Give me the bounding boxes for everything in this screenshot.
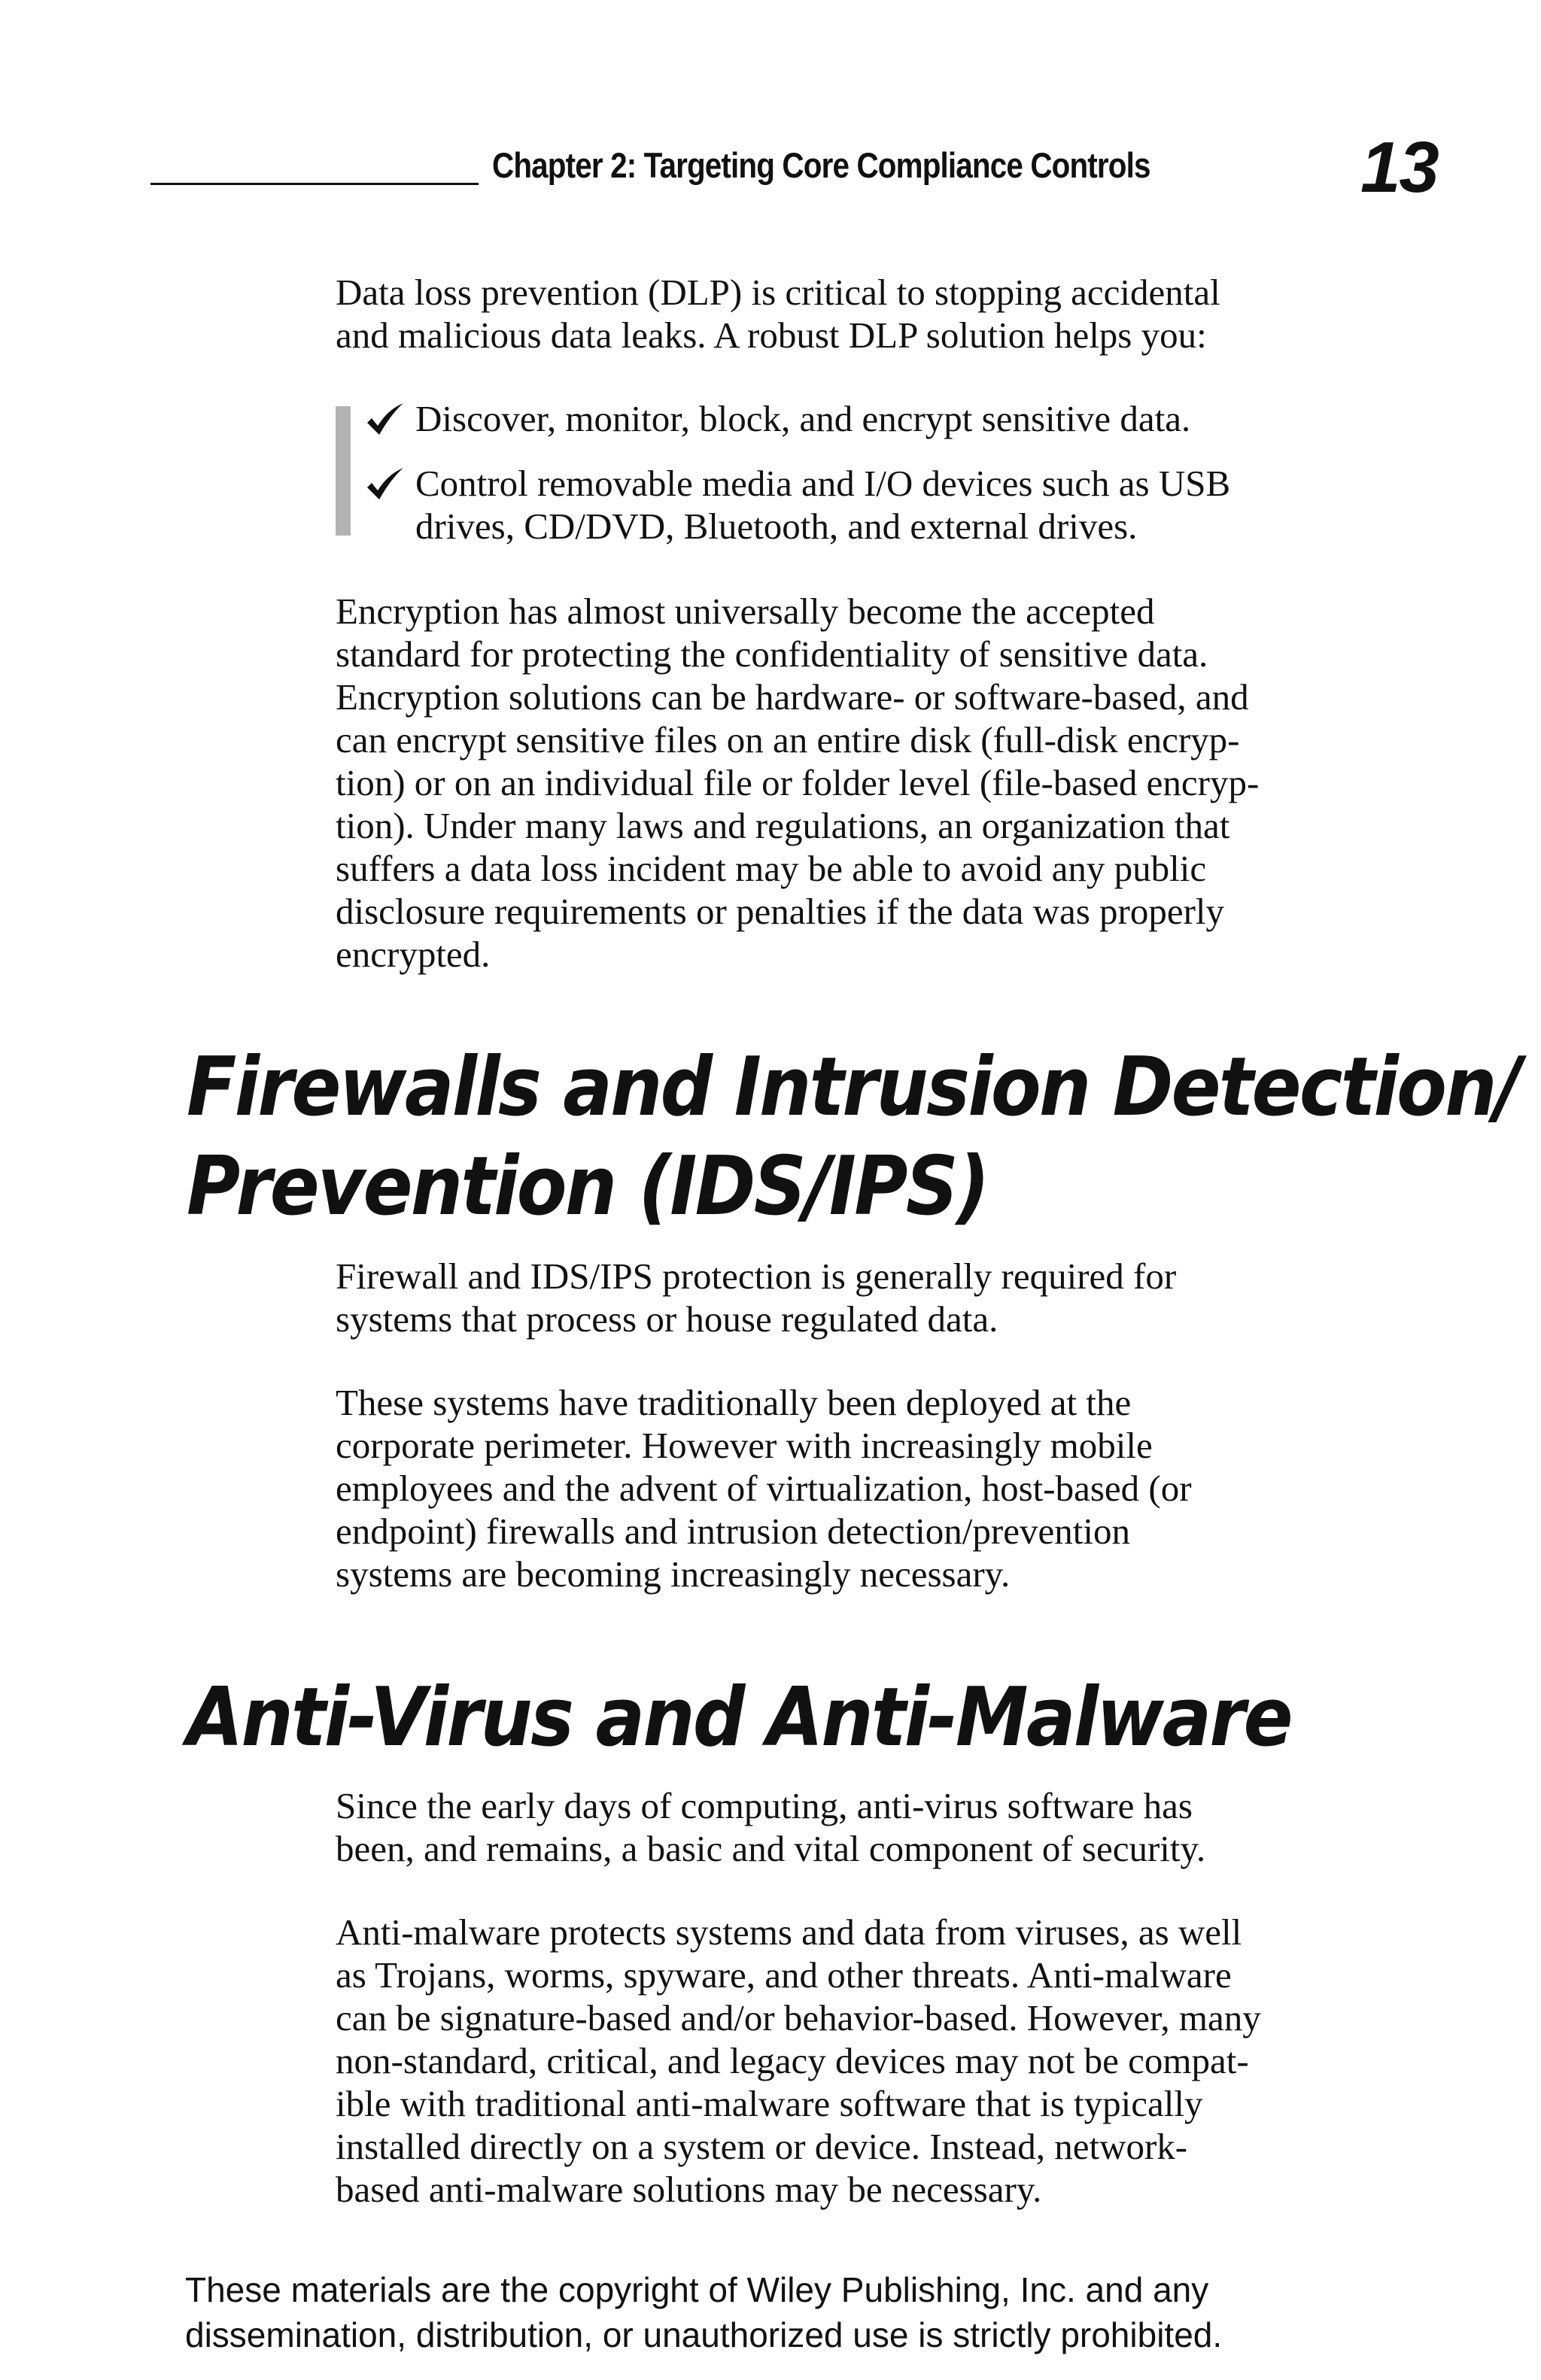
heading-line: Firewalls and Intrusion Detection/ — [187, 1040, 1520, 1134]
text-line: can be signature-based and/or behavior-based. However, many — [336, 1997, 1261, 2038]
encryption-paragraph — [336, 590, 1389, 976]
check-mark-icon — [366, 465, 405, 501]
text-line: Firewall and IDS/IPS protection is generally required for — [336, 1255, 1177, 1297]
section-heading-antivirus — [187, 1668, 1291, 1768]
bullet-list-bar — [336, 406, 351, 536]
firewalls-paragraph-1 — [336, 1255, 1389, 1340]
text-line: Discover, monitor, block, and encrypt sensitive data. — [415, 398, 1191, 439]
text-line: endpoint) firewalls and intrusion detection/prevention — [336, 1510, 1130, 1552]
text-line: ible with traditional anti-malware software that is typically — [336, 2083, 1203, 2124]
text-line: non-standard, critical, and legacy devices may not be compat- — [336, 2040, 1249, 2081]
text-line: systems are becoming increasingly necessary. — [336, 1553, 1011, 1595]
text-line: Data loss prevention (DLP) is critical to stopping accidental — [336, 272, 1220, 313]
firewalls-paragraph-2 — [336, 1381, 1389, 1595]
text-line: Encryption solutions can be hardware- or software-based, and — [336, 676, 1249, 718]
text-line: corporate perimeter. However with increasingly mobile — [336, 1425, 1153, 1466]
text-line: can encrypt sensitive files on an entire disk (full-disk encryp- — [336, 719, 1240, 760]
text-line: Since the early days of computing, anti-virus software has — [336, 1785, 1193, 1826]
text-line: Control removable media and I/O devices such as USB — [415, 463, 1231, 504]
text-line: drives, CD/DVD, Bluetooth, and external drives. — [415, 505, 1138, 547]
check-mark-icon — [366, 400, 405, 436]
text-line: been, and remains, a basic and vital component of security. — [336, 1828, 1206, 1869]
footer-line: These materials are the copyright of Wiley Publishing, Inc. and any — [185, 2270, 1209, 2309]
text-line: employees and the advent of virtualization, host-based (or — [336, 1468, 1192, 1509]
antivirus-paragraph-1 — [336, 1784, 1389, 1870]
header-rule — [150, 183, 479, 185]
text-line: Anti-malware protects systems and data from viruses, as well — [336, 1911, 1242, 1953]
text-line: as Trojans, worms, spyware, and other threats. Anti-malware — [336, 1954, 1232, 1996]
text-line: standard for protecting the confidentiality of sensitive data. — [336, 633, 1208, 675]
heading-line: Prevention (IDS/IPS) — [187, 1140, 988, 1234]
running-head: Chapter 2: Targeting Core Compliance Controls — [492, 145, 1150, 185]
text-line: based anti-malware solutions may be necessary. — [336, 2169, 1042, 2210]
text-line: These systems have traditionally been deployed at the — [336, 1382, 1132, 1423]
text-line: suffers a data loss incident may be able to avoid any public — [336, 848, 1207, 889]
section-heading-firewalls — [187, 1038, 1520, 1237]
text-line: and malicious data leaks. A robust DLP solution helps you: — [336, 314, 1207, 356]
heading-line: Anti-Virus and Anti-Malware — [187, 1671, 1291, 1765]
bullet-text — [415, 462, 1230, 548]
text-line: systems that process or house regulated data. — [336, 1298, 998, 1340]
text-line: tion). Under many laws and regulations, an organization that — [336, 805, 1230, 846]
bullet-text — [415, 397, 1190, 440]
footer-line: dissemination, distribution, or unauthorized use is strictly prohibited. — [185, 2315, 1223, 2354]
antivirus-paragraph-2 — [336, 1911, 1389, 2211]
copyright-footer — [185, 2267, 1222, 2357]
text-line: tion) or on an individual file or folder level (file-based encryp- — [336, 762, 1260, 803]
text-line: disclosure requirements or penalties if the data was properly — [336, 891, 1225, 932]
page-number: 13 — [1360, 127, 1438, 208]
dlp-intro-paragraph — [336, 271, 1389, 357]
text-line: Encryption has almost universally become the accepted — [336, 590, 1155, 632]
text-line: encrypted. — [336, 933, 491, 975]
text-line: installed directly on a system or device. Instead, network- — [336, 2126, 1188, 2167]
